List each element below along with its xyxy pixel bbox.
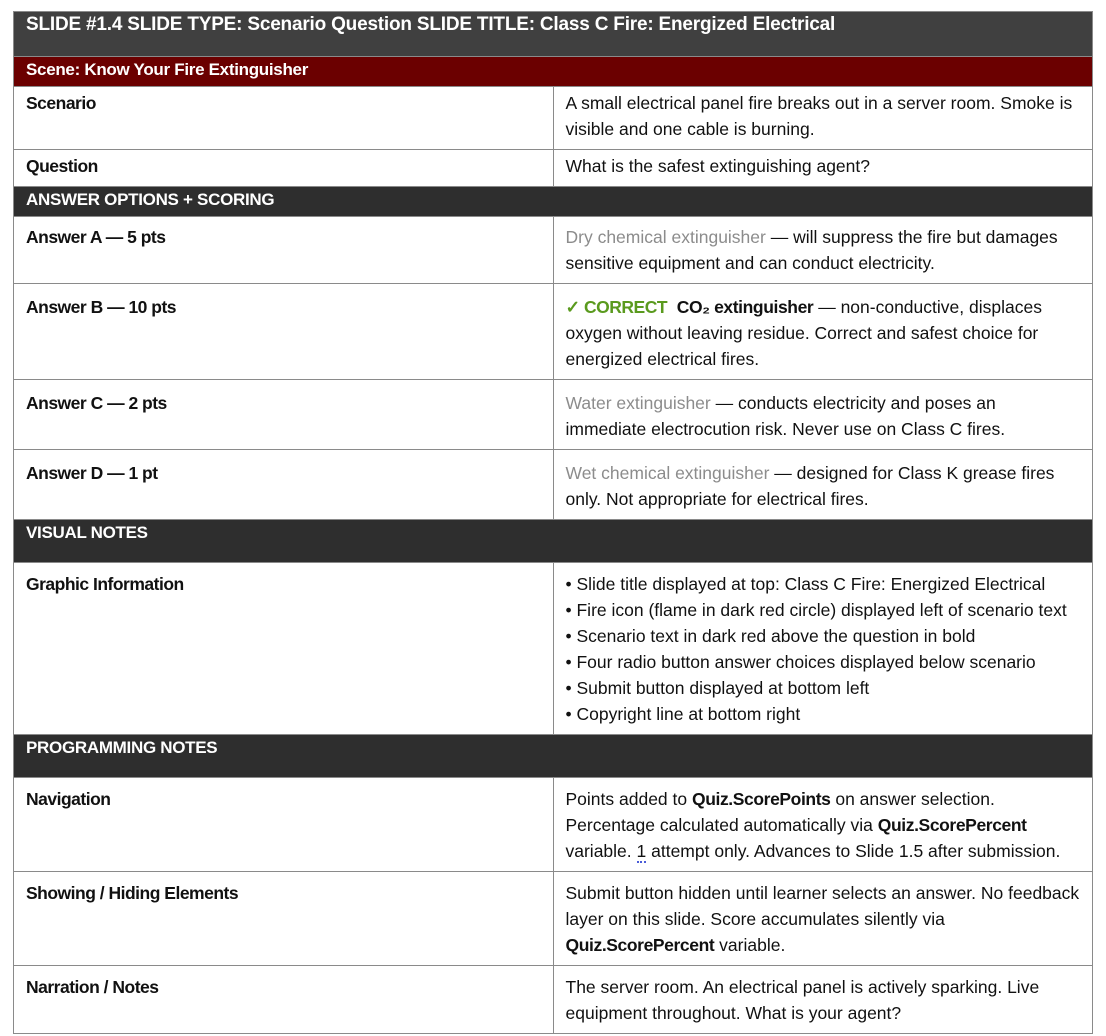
navigation-row	[14, 778, 1093, 872]
scene-row	[14, 57, 1093, 87]
answer-b-desc: — non-conductive, displaces oxygen without leaving residue. Correct and safest choice for energized electrical fires.	[565, 297, 1042, 369]
programming-notes-heading: PROGRAMMING NOTES	[14, 735, 1093, 778]
answer-b-row	[14, 284, 1093, 380]
scenario-label: Scenario	[14, 87, 554, 150]
answer-a-name: Dry chemical extinguisher	[565, 227, 766, 247]
score-percent-variable: Quiz.ScorePercent	[877, 815, 1027, 835]
attempt-count: 1	[636, 841, 647, 861]
answer-a-label: Answer A — 5 pts	[14, 217, 554, 284]
answer-d-row	[14, 450, 1093, 520]
answer-a-text	[553, 217, 1093, 284]
navigation-text-part: Points added to	[565, 789, 692, 809]
score-points-variable: Quiz.ScorePoints	[691, 789, 831, 809]
slide-title: SLIDE #1.4 SLIDE TYPE: Scenario Question SLIDE TITLE: Class C Fire: Energized Electrical	[14, 12, 1093, 57]
showing-hiding-row	[14, 872, 1093, 966]
narration-row	[14, 966, 1093, 1034]
narration-label: Narration / Notes	[14, 966, 554, 1034]
score-percent-variable: Quiz.ScorePercent	[565, 935, 715, 955]
answer-c-text	[553, 380, 1093, 450]
answer-c-desc: — conducts electricity and poses an immediate electrocution risk. Never use on Class C fires.	[565, 393, 1006, 439]
question-row	[14, 150, 1093, 187]
visual-notes-heading: VISUAL NOTES	[14, 520, 1093, 563]
navigation-label: Navigation	[14, 778, 554, 872]
answers-section-row	[14, 187, 1093, 217]
answer-d-desc: — designed for Class K grease fires only. Not appropriate for electrical fires.	[565, 463, 1055, 509]
scenario-text: A small electrical panel fire breaks out in a server room. Smoke is visible and one cable is burning.	[553, 87, 1093, 150]
answer-b-label: Answer B — 10 pts	[14, 284, 554, 380]
list-item: • Fire icon (flame in dark red circle) displayed left of scenario text	[565, 600, 1067, 620]
answer-b-name: CO₂ extinguisher	[676, 297, 814, 317]
scenario-row	[14, 87, 1093, 150]
showing-hiding-text-part: Submit button hidden until learner selects an answer. No feedback layer on this slide. Score accumulates silently via	[565, 883, 1080, 929]
graphic-information-label: Graphic Information	[14, 563, 554, 735]
question-label: Question	[14, 150, 554, 187]
answer-b-text	[553, 284, 1093, 380]
storyboard-table	[13, 11, 1093, 1034]
list-item: • Slide title displayed at top: Class C Fire: Energized Electrical	[565, 574, 1046, 594]
navigation-text-part: on answer selection. Percentage calculated automatically via	[565, 789, 995, 835]
showing-hiding-label: Showing / Hiding Elements	[14, 872, 554, 966]
answer-d-label: Answer D — 1 pt	[14, 450, 554, 520]
programming-notes-section-row	[14, 735, 1093, 778]
answer-d-name: Wet chemical extinguisher	[565, 463, 770, 483]
answer-d-text	[553, 450, 1093, 520]
answer-a-desc: — will suppress the fire but damages sensitive equipment and can conduct electricity.	[565, 227, 1058, 273]
list-item: • Submit button displayed at bottom left	[565, 678, 870, 698]
visual-notes-section-row	[14, 520, 1093, 563]
showing-hiding-text	[553, 872, 1093, 966]
list-item: • Copyright line at bottom right	[565, 704, 801, 724]
correct-check-tag: ✓ CORRECT	[565, 297, 668, 317]
answer-c-row	[14, 380, 1093, 450]
question-text: What is the safest extinguishing agent?	[553, 150, 1093, 187]
navigation-text-part: variable.	[565, 841, 637, 861]
list-item: • Scenario text in dark red above the question in bold	[565, 626, 976, 646]
showing-hiding-text-part: variable.	[714, 935, 786, 955]
list-item: • Four radio button answer choices displayed below scenario	[565, 652, 1036, 672]
answers-section-heading: ANSWER OPTIONS + SCORING	[14, 187, 1093, 217]
scene-title: Scene: Know Your Fire Extinguisher	[14, 57, 1093, 87]
answer-c-name: Water extinguisher	[565, 393, 711, 413]
navigation-text	[553, 778, 1093, 872]
graphic-information-list	[553, 563, 1093, 735]
narration-text: The server room. An electrical panel is actively sparking. Live equipment throughout. What is your agent?	[553, 966, 1093, 1034]
slide-title-row	[14, 12, 1093, 57]
answer-a-row	[14, 217, 1093, 284]
navigation-text-part: attempt only. Advances to Slide 1.5 after submission.	[646, 841, 1061, 861]
answer-c-label: Answer C — 2 pts	[14, 380, 554, 450]
graphic-information-row	[14, 563, 1093, 735]
